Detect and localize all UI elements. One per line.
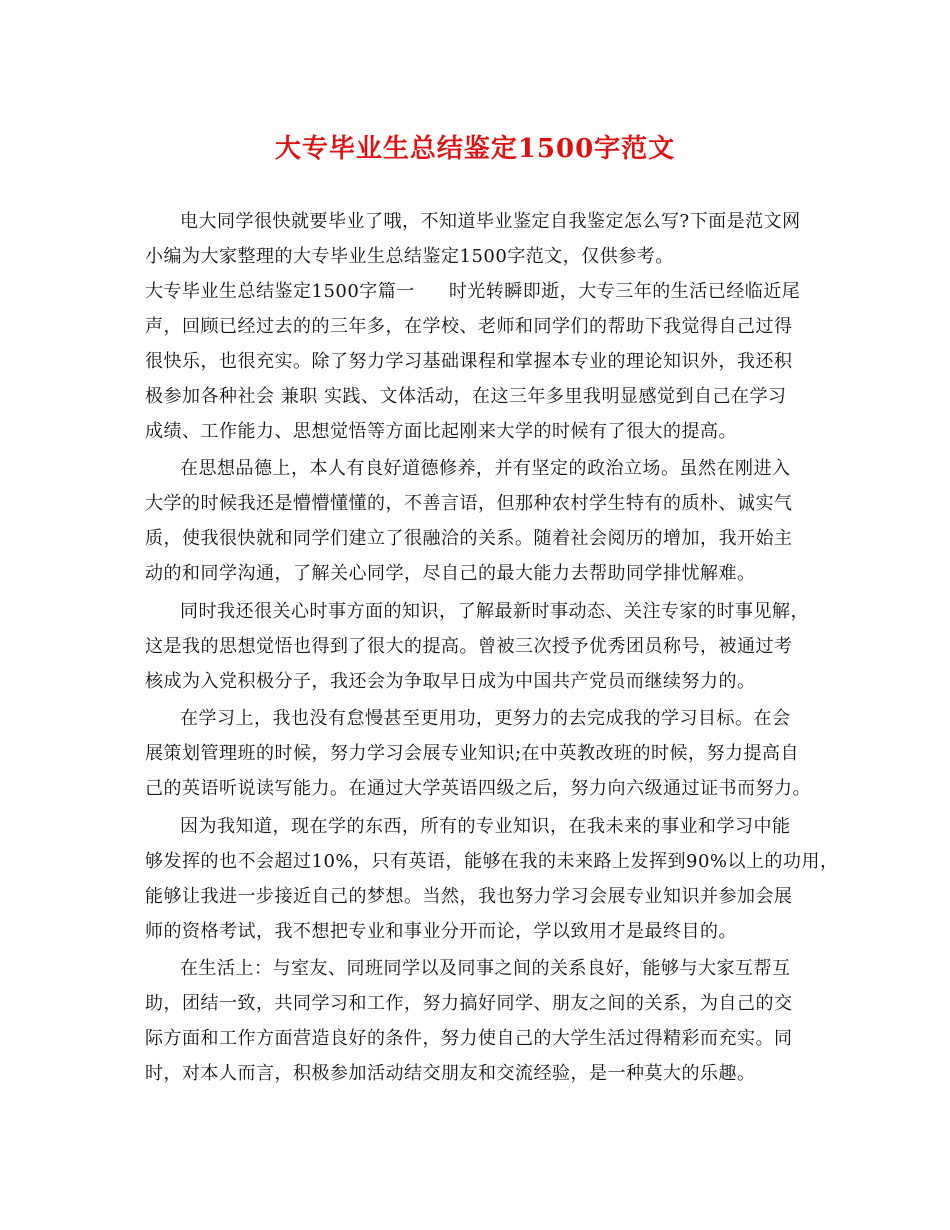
paragraph-line: 在思想品德上，本人有良好道德修养，并有坚定的政治立场。虽然在刚进入 (180, 458, 791, 479)
paragraph-line: 能够让我进一步接近自己的梦想。当然，我也努力学习会展专业知识并参加会展 (145, 886, 793, 907)
paragraph-line: 时，对本人而言，积极参加活动结交朋友和交流经验，是一种莫大的乐趣。 (145, 1063, 756, 1084)
paragraph-line: 因为我知道，现在学的东西，所有的专业知识，在我未来的事业和学习中能 (180, 816, 791, 837)
paragraph-line: 这是我的思想觉悟也得到了很大的提高。曾被三次授予优秀团员称号，被通过考 (145, 636, 793, 657)
page-title: 大专毕业生总结鉴定1500字范文 (274, 134, 676, 164)
paragraph-text: 时光转瞬即逝，大专三年的生活已经临近尾 (448, 281, 801, 302)
paragraph-line: 师的资格考试，我不想把专业和事业分开而论，学以致用才是最终目的。 (145, 921, 737, 942)
section-heading: 大专毕业生总结鉴定1500字篇一 (145, 281, 415, 302)
paragraph-line (145, 278, 800, 306)
paragraph-line: 够发挥的也不会超过10%，只有英语，能够在我的未来路上发挥到90%以上的功用， (145, 851, 839, 872)
paragraph-line: 声，回顾已经过去的的三年多，在学校、老师和同学们的帮助下我觉得自己过得 (145, 316, 793, 337)
paragraph-line: 成绩、工作能力、思想觉悟等方面比起刚来大学的时候有了很大的提高。 (145, 421, 737, 442)
paragraph-line: 助，团结一致，共同学习和工作，努力搞好同学、朋友之间的关系，为自己的交 (145, 993, 793, 1014)
paragraph-line: 展策划管理班的时候，努力学习会展专业知识;在中英教改班的时候，努力提高自 (145, 743, 800, 764)
paragraph-line: 核成为入党积极分子，我还会为争取早日成为中国共产党员而继续努力的。 (145, 671, 756, 692)
paragraph-line: 己的英语听说读写能力。在通过大学英语四级之后，努力向六级通过证书而努力。 (145, 778, 811, 799)
paragraph-line: 大学的时候我还是懵懵懂懂的，不善言语，但那种农村学生特有的质朴、诚实气 (145, 493, 793, 514)
paragraph-line: 很快乐，也很充实。除了努力学习基础课程和掌握本专业的理论知识外，我还积 (145, 351, 793, 372)
paragraph-line: 同时我还很关心时事方面的知识，了解最新时事动态、关注专家的时事见解， (180, 601, 809, 622)
paragraph-line: 小编为大家整理的大专毕业生总结鉴定1500字范文，仅供参考。 (145, 246, 674, 267)
paragraph-line: 电大同学很快就要毕业了哦，不知道毕业鉴定自我鉴定怎么写?下面是范文网 (180, 211, 801, 232)
paragraph-line: 在生活上：与室友、同班同学以及同事之间的关系良好，能够与大家互帮互 (180, 958, 791, 979)
paragraph-line: 质，使我很快就和同学们建立了很融洽的关系。随着社会阅历的增加，我开始主 (145, 528, 793, 549)
paragraph-line: 动的和同学沟通，了解关心同学，尽自己的最大能力去帮助同学排忧解难。 (145, 563, 756, 584)
paragraph-line: 际方面和工作方面营造良好的条件，努力使自己的大学生活过得精彩而充实。同 (145, 1028, 793, 1049)
paragraph-line: 极参加各种社会 兼职 实践、文体活动，在这三年多里我明显感觉到自己在学习 (145, 386, 787, 407)
paragraph-line: 在学习上，我也没有怠慢甚至更用功，更努力的去完成我的学习目标。在会 (180, 708, 791, 729)
